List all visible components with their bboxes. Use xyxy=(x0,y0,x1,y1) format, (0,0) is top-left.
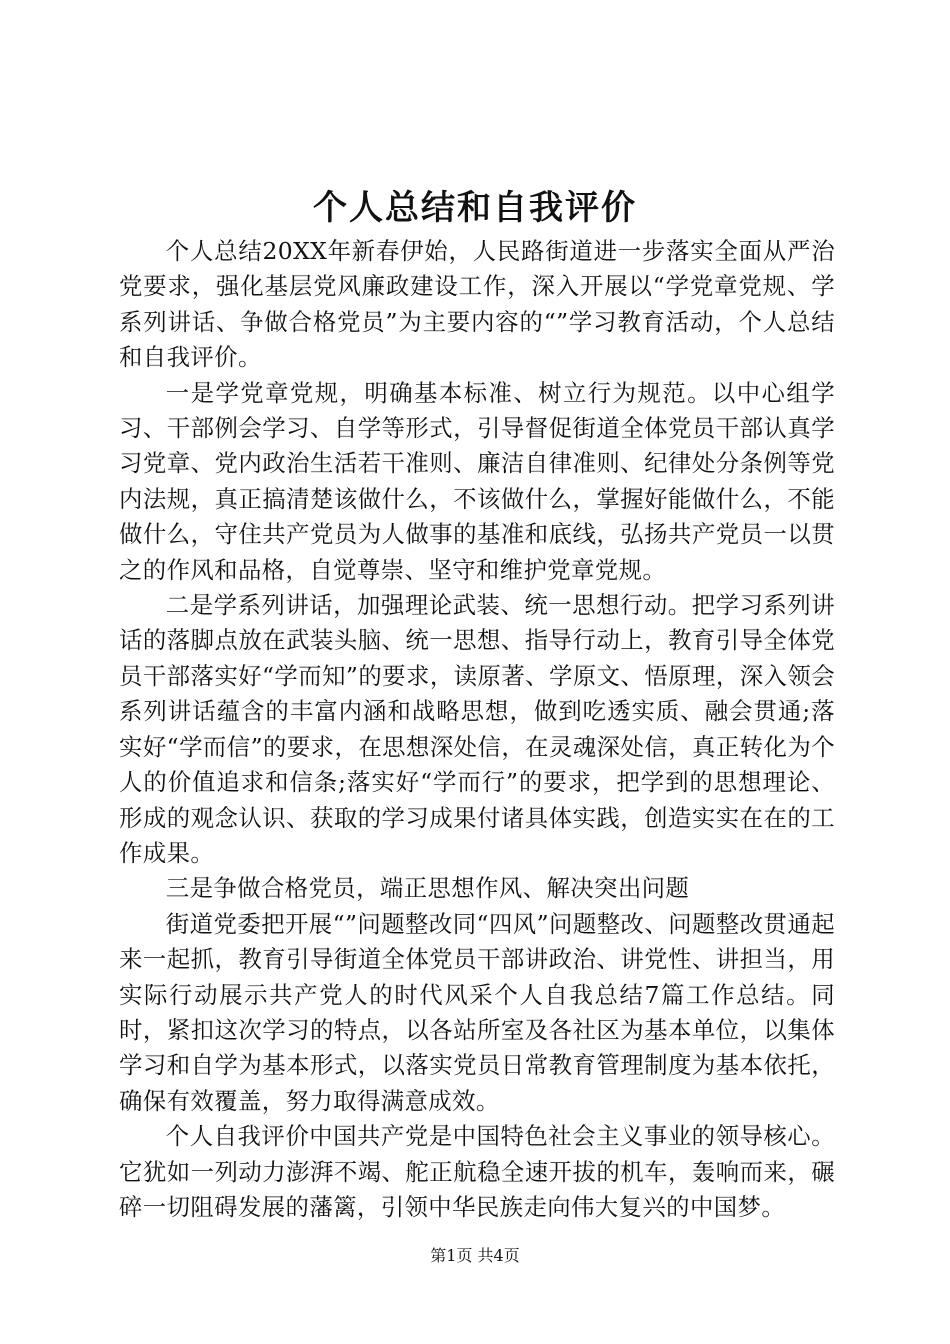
paragraph-self-evaluation: 个人自我评价中国共产党是中国特色社会主义事业的领导核心。它犹如一列动力澎湃不竭、舵正航稳全速开拔的机车，轰响而来，碾碎一切阻碍发展的藩篱，引领中华民族走向伟大复兴的中国梦。 xyxy=(119,1122,835,1221)
paragraph-point-three-heading: 三是争做合格党员，端正思想作风、解决突出问题 xyxy=(165,874,690,903)
page-number-footer: 第1页 共4页 xyxy=(430,1246,520,1265)
paragraph-point-three-body: 街道党委把开展“”问题整改同“四风”问题整改、问题整改贯通起来一起抓，教育引导街道全体党员干部讲政治、讲党性、讲担当，用实际行动展示共产党人的时代风采个人自我总结7篇工作总结。同时，紧扣这次学习的特点，以各站所室及各社区为基本单位，以集体学习和自学为基本形式，以落实党员日常教育管理制度为基本依托，确保有效覆盖，努力取得满意成效。 xyxy=(119,909,835,1115)
paragraph-intro: 个人总结20XX年新春伊始，人民路街道进一步落实全面从严治党要求，强化基层党风廉政建设工作，深入开展以“学党章党规、学系列讲话、争做合格党员”为主要内容的“”学习教育活动，个人总结和自我评价。 xyxy=(119,237,835,372)
paragraph-point-two: 二是学系列讲话，加强理论武装、统一思想行动。把学习系列讲话的落脚点放在武装头脑、统一思想、指导行动上，教育引导全体党员干部落实好“学而知”的要求，读原著、学原文、悟原理，深入领会系列讲话蕴含的丰富内涵和战略思想，做到吃透实质、融会贯通;落实好“学而信”的要求，在思想深处信，在灵魂深处信，真正转化为个人的价值追求和信条;落实好“学而行”的要求，把学到的思想理论、形成的观念认识、获取的学习成果付诸具体实践，创造实实在在的工作成果。 xyxy=(119,591,835,867)
document-body xyxy=(119,234,835,1225)
paragraph-point-one: 一是学党章党规，明确基本标准、树立行为规范。以中心组学习、干部例会学习、自学等形式，引导督促街道全体党员干部认真学习党章、党内政治生活若干准则、廉洁自律准则、纪律处分条例等党内法规，真正搞清楚该做什么，不该做什么，掌握好能做什么，不能做什么，守住共产党员为人做事的基准和底线，弘扬共产党员一以贯之的作风和品格，自觉尊崇、坚守和维护党章党规。 xyxy=(119,378,835,584)
document-title: 个人总结和自我评价 xyxy=(313,188,637,228)
